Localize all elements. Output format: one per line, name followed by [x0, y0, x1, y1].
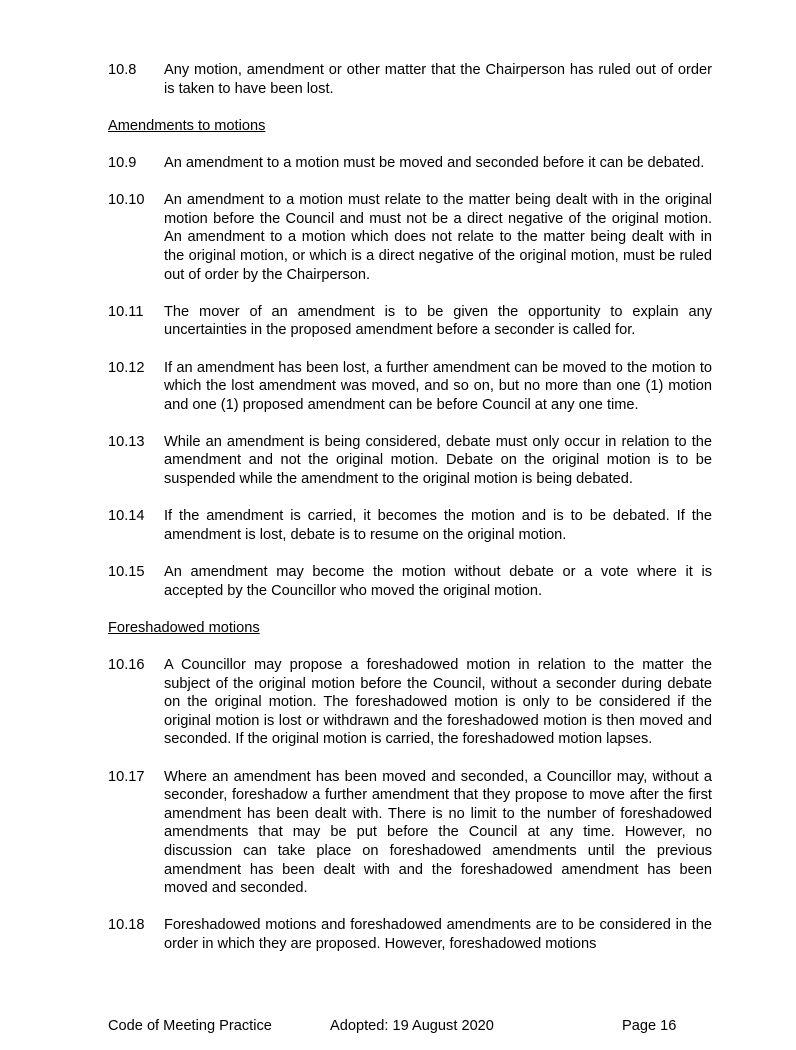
clause-item [108, 359, 712, 415]
clause-number: 10.18 [108, 917, 145, 934]
clause-number: 10.9 [108, 154, 137, 171]
clause-number: 10.16 [108, 657, 145, 673]
footer-page-number: Page 16 [622, 1018, 677, 1034]
clause-text: While an amendment is being considered, debate must only occur in relation to the amendment and not the original motion. Debate on the original motion is to be suspended while the amendment to the original motion is being debated. [164, 433, 712, 488]
clause-item [108, 303, 712, 340]
clause-text: The mover of an amendment is to be given the opportunity to explain any uncertainties in the proposed amendment before a seconder is called for. [164, 303, 712, 339]
clause-item [108, 563, 712, 600]
clause-item [108, 768, 712, 898]
section-heading: Amendments to motions [108, 117, 266, 134]
clause-number: 10.10 [108, 192, 145, 209]
clause-number: 10.12 [108, 359, 145, 376]
clause-text: Any motion, amendment or other matter that the Chairperson has ruled out of order is taken to have been lost. [164, 62, 712, 97]
clause-text: Foreshadowed motions and foreshadowed amendments are to be considered in the order in which they are proposed. However, foreshadowed motions [164, 917, 712, 952]
footer-adopted-date: Adopted: 19 August 2020 [330, 1018, 494, 1034]
clause-text: An amendment to a motion must be moved and seconded before it can be debated. [164, 154, 705, 171]
clause-item [108, 507, 712, 544]
document-body [108, 61, 712, 972]
section-heading: Foreshadowed motions [108, 619, 260, 636]
clause-item [108, 191, 712, 284]
clause-item [108, 656, 712, 749]
clause-item [108, 154, 712, 173]
clause-text: If the amendment is carried, it becomes the motion and is to be debated. If the amendment is lost, debate is to resume on the original motion. [164, 508, 712, 543]
clause-item [108, 916, 712, 953]
clause-number: 10.8 [108, 62, 137, 78]
clause-text: An amendment to a motion must relate to the matter being dealt with in the original motion before the Council and must not be a direct negative of the original motion. An amendment to a motion which does not relate to the matter being dealt with in the original motion, or which is a direct negative of the original motion, must be ruled out of order by the Chairperson. [164, 192, 712, 283]
clause-number: 10.11 [108, 303, 144, 320]
clause-item [108, 61, 712, 98]
clause-number: 10.13 [108, 433, 145, 450]
clause-number: 10.17 [108, 768, 145, 785]
clause-text: A Councillor may propose a foreshadowed motion in relation to the matter the subject of the original motion before the Council, without a seconder during debate on the original motion. The foreshadowed motion is only to be considered if the original motion is lost or withdrawn and the foreshadowed motion is then moved and seconded. If the original motion is carried, the foreshadowed motion lapses. [164, 657, 712, 748]
clause-item [108, 433, 712, 489]
clause-text: An amendment may become the motion without debate or a vote where it is accepted by the Councillor who moved the original motion. [164, 564, 712, 599]
footer-document-title: Code of Meeting Practice [108, 1018, 272, 1034]
page-footer [108, 1017, 712, 1037]
clause-text: If an amendment has been lost, a further amendment can be moved to the motion to which the lost amendment was moved, and so on, but no more than one (1) motion and one (1) proposed amendment can be before Council at any one time. [164, 359, 712, 413]
clause-text: Where an amendment has been moved and seconded, a Councillor may, without a seconder, foreshadow a further amendment that they propose to move after the first amendment has been dealt with. There is no limit to the number of foreshadowed amendments that may be put before the Council at any time. However, no discussion can take place on foreshadowed amendments until the previous amendment has been dealt with and the foreshadowed amendment has been moved and seconded. [164, 768, 712, 897]
clause-number: 10.14 [108, 508, 145, 525]
clause-number: 10.15 [108, 564, 145, 581]
